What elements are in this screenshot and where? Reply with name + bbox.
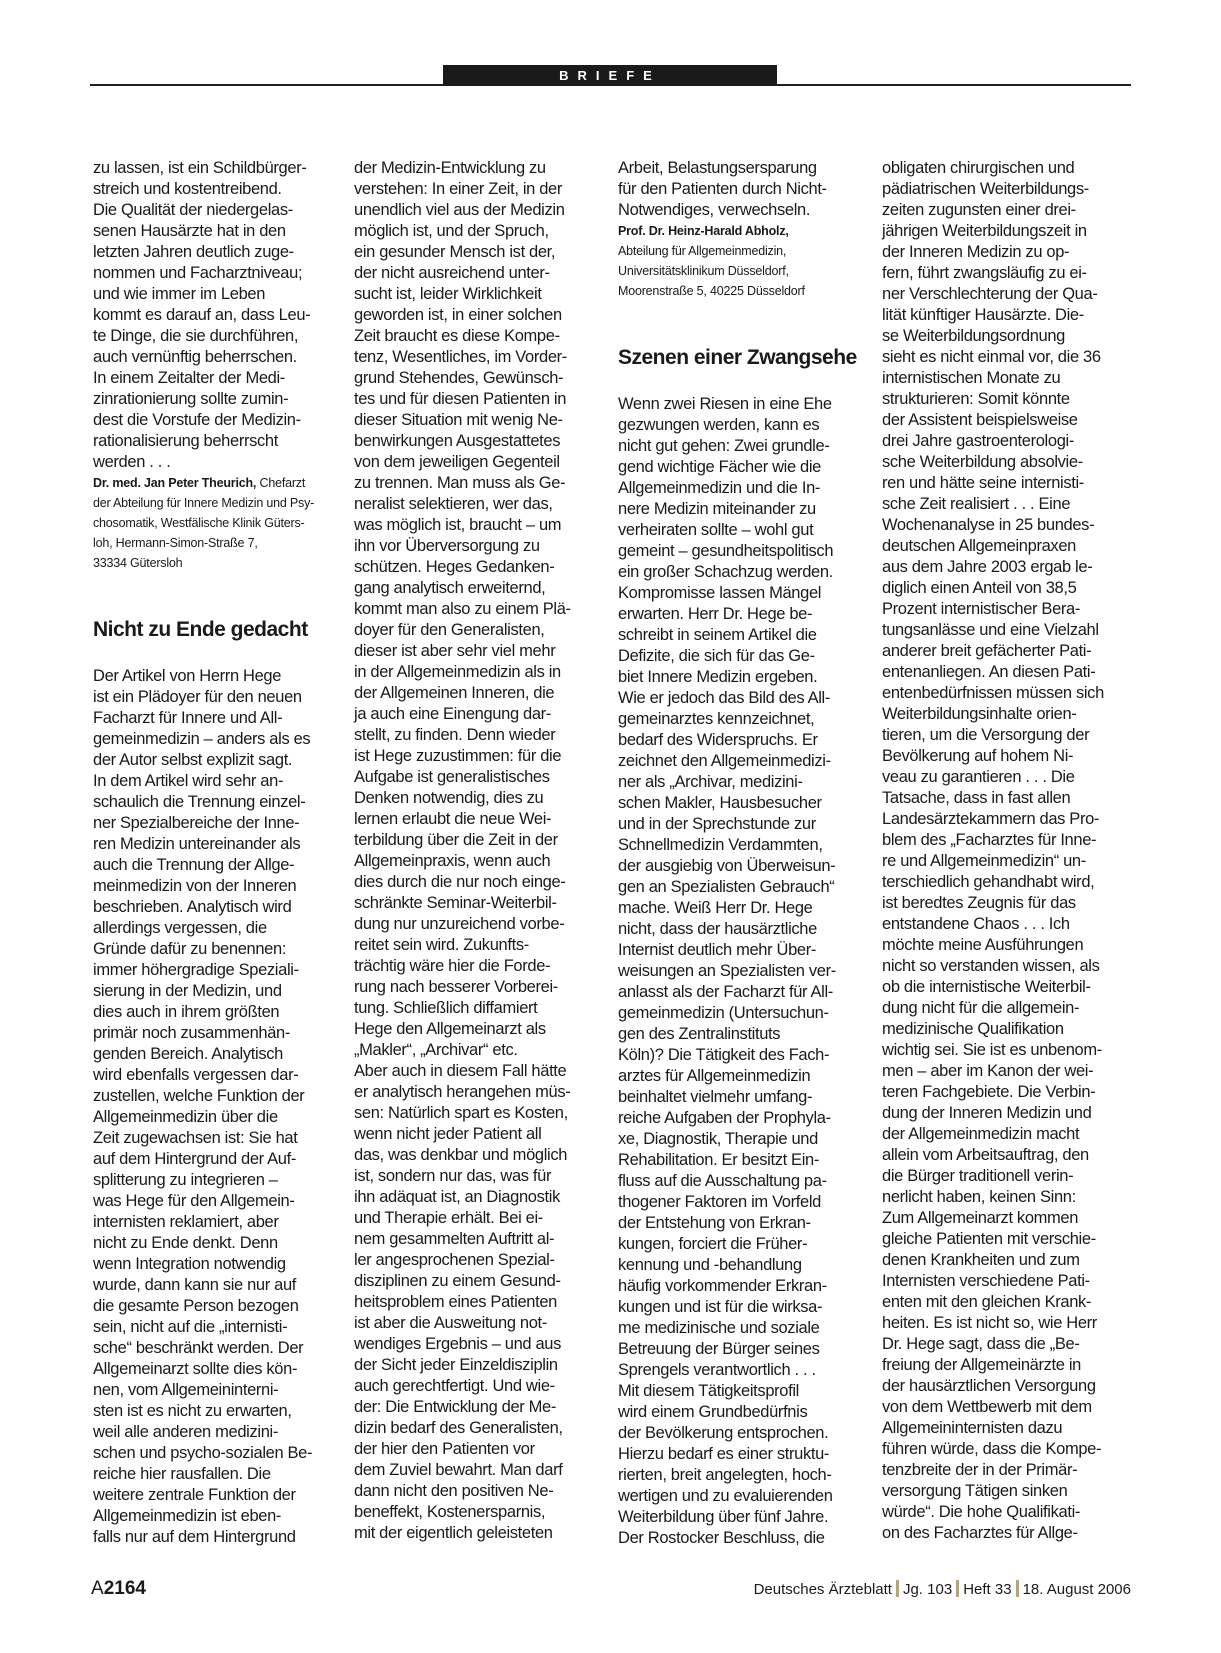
body-line: letzten Jahren deutlich zuge-	[93, 243, 294, 261]
body-line: thogener Faktoren im Vorfeld	[618, 1193, 821, 1211]
body-line: führen würde, dass die Kompe-	[882, 1440, 1102, 1458]
body-line: gemeint – gesundheitspolitisch	[618, 542, 834, 560]
body-line: Mit diesem Tätigkeitsprofil	[618, 1382, 799, 1400]
body-line: nicht zu Ende denkt. Denn	[93, 1234, 278, 1252]
column-3	[618, 158, 870, 1549]
body-line: Allgemeinmedizin und die In-	[618, 479, 821, 497]
column-2	[354, 158, 606, 1544]
body-line: gen an Spezialisten Gebrauch“	[618, 878, 835, 896]
body-line: nicht gut gehen: Zwei grundle-	[618, 437, 830, 455]
body-line: und Therapie erhält. Bei ei-	[354, 1209, 543, 1227]
body-line: beneffekt, Kostenersparnis,	[354, 1503, 546, 1521]
body-line: die gesamte Person bezogen	[93, 1297, 299, 1315]
spacer	[93, 645, 343, 666]
body-line: ler angesprochenen Spezial-	[354, 1251, 555, 1269]
body-line: sen: Natürlich spart es Kosten,	[354, 1104, 568, 1122]
body-line: nen, vom Allgemeininterni-	[93, 1381, 279, 1399]
body-line: wertigen und zu evaluierenden	[618, 1487, 833, 1505]
body-line: zustellen, welche Funktion der	[93, 1087, 305, 1105]
body-line: wenn nicht jeder Patient all	[354, 1125, 542, 1143]
body-line: drei Jahre gastroenterologi-	[882, 432, 1074, 450]
journal-date: 18. August 2006	[1022, 1581, 1131, 1598]
body-line: lernen erlaubt die neue Wei-	[354, 810, 552, 828]
body-line: disziplinen zu einem Gesund-	[354, 1272, 561, 1290]
body-line: dies auch in ihrem größten	[93, 1003, 280, 1021]
body-line: dem Zuviel bewahrt. Man darf	[354, 1461, 563, 1479]
signature-line: der Abteilung für Innere Medizin und Psy-	[93, 496, 315, 510]
body-line: ner Verschlechterung der Qua-	[882, 285, 1098, 303]
body-line: erwarten. Herr Dr. Hege be-	[618, 605, 813, 623]
body-line: schen Makler, Hausbesucher	[618, 794, 822, 812]
body-line: verstehen: In einer Zeit, in der	[354, 180, 562, 198]
body-line: anlasst als der Facharzt für All-	[618, 983, 833, 1001]
body-line: anderer breit gefächerter Pati-	[882, 642, 1092, 660]
body-line: Betreuung der Bürger seines	[618, 1340, 820, 1358]
signature-line: Prof. Dr. Heinz-Harald Abholz,	[618, 224, 789, 238]
body-line: Weiterbildung über fünf Jahre.	[618, 1508, 829, 1526]
body-line: gezwungen werden, kann es	[618, 416, 820, 434]
body-line: Prozent internistischer Bera-	[882, 600, 1081, 618]
body-line: sche“ beschränkt werden. Der	[93, 1339, 304, 1357]
body-line: genden Bereich. Analytisch	[93, 1045, 283, 1063]
spacer	[618, 301, 870, 322]
body-line: kommt es darauf an, dass Leu-	[93, 306, 311, 324]
body-line: heitsproblem eines Patienten	[354, 1293, 558, 1311]
body-line: xe, Diagnostik, Therapie und	[618, 1130, 818, 1148]
journal-name: Deutsches Ärzteblatt	[753, 1581, 892, 1598]
body-line: medizinische Qualifikation	[882, 1020, 1064, 1038]
body-line: sten ist es nicht zu erwarten,	[93, 1402, 292, 1420]
body-line: tenz, Wesentliches, im Vorder-	[354, 348, 567, 366]
body-line: veau zu garantieren . . . Die	[882, 768, 1075, 786]
body-line: und in der Sprechstunde zur	[618, 815, 816, 833]
body-line: in der Allgemeinmedizin als in	[354, 663, 561, 681]
body-line: kommt man also zu einem Plä-	[354, 600, 571, 618]
body-line: unendlich viel aus der Medizin	[354, 201, 565, 219]
body-line: Dr. Hege sagt, dass die „Be-	[882, 1335, 1080, 1353]
body-line: stellt, zu finden. Denn wieder	[354, 726, 556, 744]
body-line: men – aber im Kanon der wei-	[882, 1062, 1094, 1080]
body-line: sche Zeit realisiert . . . Eine	[882, 495, 1071, 513]
body-line: grund Stehendes, Gewünsch-	[354, 369, 564, 387]
body-line: senen Hausärzte hat in den	[93, 222, 286, 240]
body-line: dung nicht für die allgemein-	[882, 999, 1080, 1017]
signature-line: Abteilung für Allgemeinmedizin,	[618, 244, 787, 258]
body-line: entenanliegen. An diesen Pati-	[882, 663, 1096, 681]
body-line: der Autor selbst explizit sagt.	[93, 751, 293, 769]
body-line: In einem Zeitalter der Medi-	[93, 369, 285, 387]
body-line: gend wichtige Fächer wie die	[618, 458, 821, 476]
body-line: von dem Wettbewerb mit dem	[882, 1398, 1092, 1416]
body-line: Die Qualität der niedergelas-	[93, 201, 293, 219]
body-line: trächtig wäre hier die Forde-	[354, 957, 551, 975]
body-line: wird einem Grundbedürfnis	[618, 1403, 808, 1421]
body-line: der hausärztlichen Versorgung	[882, 1377, 1096, 1395]
spacer	[618, 322, 870, 343]
body-line: der Entstehung von Erkran-	[618, 1214, 811, 1232]
body-line: Internisten verschiedene Pati-	[882, 1272, 1090, 1290]
body-line: von dem jeweiligen Gegenteil	[354, 453, 560, 471]
body-line: was möglich ist, braucht – um	[354, 516, 562, 534]
body-line: dung der Inneren Medizin und	[882, 1104, 1092, 1122]
body-line: reiche hier rausfallen. Die	[93, 1465, 271, 1483]
body-line: der Allgemeinmedizin macht	[882, 1125, 1080, 1143]
body-line: ren und hätte seine internisti-	[882, 474, 1084, 492]
body-line: allerdings vergessen, die	[93, 919, 267, 937]
body-line: verheiraten sollte – wohl gut	[618, 521, 814, 539]
spacer	[618, 373, 870, 394]
body-line: aus dem Jahre 2003 ergab le-	[882, 558, 1093, 576]
body-line: dung nur unzureichend vorbe-	[354, 915, 565, 933]
body-line: tes und für diesen Patienten in	[354, 390, 567, 408]
body-line: Allgemeinmedizin ist eben-	[93, 1507, 282, 1525]
body-line: zeichnet den Allgemeinmedizi-	[618, 752, 831, 770]
body-line: nicht, dass der hausärztliche	[618, 920, 817, 938]
footer-divider	[956, 1580, 959, 1597]
spacer	[93, 594, 343, 615]
page-number-value: 2164	[103, 1578, 146, 1599]
footer-divider	[896, 1580, 899, 1597]
signature-line: Dr. med. Jan Peter Theurich, Chefarzt	[93, 476, 306, 490]
body-line: Gründe dafür zu benennen:	[93, 940, 287, 958]
letter-headline: Szenen einer Zwangsehe	[618, 346, 857, 369]
body-line: die Bürger traditionell verin-	[882, 1167, 1074, 1185]
body-line: weisungen an Spezialisten ver-	[618, 962, 836, 980]
body-line: schaulich die Trennung einzel-	[93, 793, 306, 811]
body-line: denen Krankheiten und zum	[882, 1251, 1080, 1269]
body-line: beinhaltet vielmehr umfang-	[618, 1088, 813, 1106]
body-line: primär noch zusammenhän-	[93, 1024, 291, 1042]
body-line: fern, führt zwangsläufig zu ei-	[882, 264, 1087, 282]
body-line: zu trennen. Man muss als Ge-	[354, 474, 566, 492]
body-line: Bevölkerung auf hohem Ni-	[882, 747, 1074, 765]
body-line: ist Hege zuzustimmen: für die	[354, 747, 562, 765]
body-line: ist, sondern nur das, was für	[354, 1167, 552, 1185]
body-line: wendiges Ergebnis – und aus	[354, 1335, 562, 1353]
body-line: und wie immer im Leben	[93, 285, 266, 303]
body-line: der Inneren Medizin zu op-	[882, 243, 1070, 261]
body-line: „Makler“, „Archivar“ etc.	[354, 1041, 518, 1059]
body-line: ja auch eine Einengung dar-	[354, 705, 551, 723]
body-line: ist ein Plädoyer für den neuen	[93, 688, 302, 706]
body-line: mit der eigentlich geleisteten	[354, 1524, 553, 1542]
body-line: ner als „Archivar, medizini-	[618, 773, 803, 791]
body-line: streich und kostentreibend.	[93, 180, 282, 198]
body-line: Allgemeinmedizin über die	[93, 1108, 278, 1126]
body-line: Hierzu bedarf es einer struktu-	[618, 1445, 830, 1463]
body-line: fluss auf die Ausschaltung pa-	[618, 1172, 827, 1190]
page-prefix: A	[91, 1578, 104, 1599]
body-line: Der Rostocker Beschluss, die	[618, 1529, 825, 1547]
body-line: Aufgabe ist generalistisches	[354, 768, 550, 786]
letter-headline: Nicht zu Ende gedacht	[93, 618, 308, 641]
body-line: Defizite, die sich für das Ge-	[618, 647, 815, 665]
body-line: geworden ist, in einer solchen	[354, 306, 562, 324]
body-line: tung. Schließlich diffamiert	[354, 999, 538, 1017]
body-line: weitere zentrale Funktion der	[93, 1486, 296, 1504]
body-line: Tatsache, dass in fast allen	[882, 789, 1071, 807]
body-line: der Bevölkerung entsprochen.	[618, 1424, 829, 1442]
body-line: blem des „Facharztes für Inne-	[882, 831, 1097, 849]
body-line: pädiatrischen Weiterbildungs-	[882, 180, 1089, 198]
body-line: reiche Aufgaben der Prophyla-	[618, 1109, 831, 1127]
body-line: der nicht ausreichend unter-	[354, 264, 550, 282]
body-line: biet Innere Medizin ergeben.	[618, 668, 818, 686]
body-line: re und Allgemeinmedizin“ un-	[882, 852, 1086, 870]
body-line: möglich ist, und der Spruch,	[354, 222, 549, 240]
column-1	[93, 158, 343, 1548]
body-line: gemeinarztes kennzeichnet,	[618, 710, 815, 728]
body-line: nem gesammelten Auftritt al-	[354, 1230, 555, 1248]
body-line: heiten. Es ist nicht so, wie Herr	[882, 1314, 1097, 1332]
body-line: der Assistent beispielsweise	[882, 411, 1078, 429]
body-line: häufig vorkommender Erkran-	[618, 1277, 827, 1295]
body-line: bedarf des Widerspruchs. Er	[618, 731, 818, 749]
body-line: wird ebenfalls vergessen dar-	[93, 1066, 299, 1084]
body-line: Köln)? Die Tätigkeit des Fach-	[618, 1046, 830, 1064]
body-line: tungsanlässe und eine Vielzahl	[882, 621, 1099, 639]
body-line: der hier den Patienten vor	[354, 1440, 535, 1458]
body-line: gemeinmedizin (Untersuchun-	[618, 1004, 829, 1022]
body-line: Sprengels verantwortlich . . .	[618, 1361, 816, 1379]
body-line: schreibt in seinem Artikel die	[618, 626, 817, 644]
body-line: kungen, forciert die Früher-	[618, 1235, 808, 1253]
body-line: nere Medizin miteinander zu	[618, 500, 816, 518]
body-line: tenzbreite der in der Primär-	[882, 1461, 1078, 1479]
body-line: Notwendiges, verwechseln.	[618, 201, 811, 219]
body-line: auch vernünftig beherrschen.	[93, 348, 297, 366]
body-line: dann nicht den positiven Ne-	[354, 1482, 554, 1500]
body-line: arztes für Allgemeinmedizin	[618, 1067, 811, 1085]
body-line: immer höhergradige Speziali-	[93, 961, 299, 979]
body-line: Zum Allgemeinarzt kommen	[882, 1209, 1079, 1227]
body-line: obligaten chirurgischen und	[882, 159, 1075, 177]
body-line: entstandene Chaos . . . Ich	[882, 915, 1070, 933]
body-line: Rehabilitation. Er besitzt Ein-	[618, 1151, 819, 1169]
body-line: freiung der Allgemeinärzte in	[882, 1356, 1081, 1374]
body-line: gleiche Patienten mit verschie-	[882, 1230, 1096, 1248]
page-number	[91, 1578, 146, 1600]
body-line: Denken notwendig, dies zu	[354, 789, 544, 807]
body-line: ist aber die Ausweitung not-	[354, 1314, 547, 1332]
body-line: dieser ist aber sehr viel mehr	[354, 642, 556, 660]
body-line: lität künftiger Hausärzte. Die-	[882, 306, 1084, 324]
body-line: internisten reklamiert, aber	[93, 1213, 279, 1231]
body-line: neralist selektieren, wer das,	[354, 495, 553, 513]
body-line: ren Medizin untereinander als	[93, 835, 301, 853]
journal-issue: Heft 33	[963, 1581, 1012, 1598]
body-line: kennung und -behandlung	[618, 1256, 802, 1274]
body-line: gemeinmedizin – anders als es	[93, 730, 311, 748]
body-line: auch die Trennung der Allge-	[93, 856, 295, 874]
body-line: sieht es nicht einmal vor, die 36	[882, 348, 1101, 366]
body-line: ihn vor Überversorgung zu	[354, 537, 540, 555]
body-line: Arbeit, Belastungsersparung	[618, 159, 817, 177]
body-line: sucht ist, leider Wirklichkeit	[354, 285, 542, 303]
body-line: beschrieben. Analytisch wird	[93, 898, 292, 916]
body-line: nommen und Facharztniveau;	[93, 264, 303, 282]
body-line: Landesärztekammern das Pro-	[882, 810, 1100, 828]
body-line: mache. Weiß Herr Dr. Hege	[618, 899, 813, 917]
body-line: der Medizin-Entwicklung zu	[354, 159, 546, 177]
section-label: BRIEFE	[443, 65, 777, 86]
body-line: weil alle anderen medizini-	[93, 1423, 278, 1441]
signature-line: Moorenstraße 5, 40225 Düsseldorf	[618, 284, 805, 298]
body-line: möchte meine Ausführungen	[882, 936, 1084, 954]
body-line: gen des Zentralinstituts	[618, 1025, 781, 1043]
body-line: dizin bedarf des Generalisten,	[354, 1419, 563, 1437]
body-line: meinmedizin von der Inneren	[93, 877, 297, 895]
body-line: Facharzt für Innere und All-	[93, 709, 283, 727]
body-line: zeiten zugunsten einer drei-	[882, 201, 1076, 219]
body-line: kungen und ist für die wirksa-	[618, 1298, 823, 1316]
body-line: dest die Vorstufe der Medizin-	[93, 411, 301, 429]
body-line: Wie er jedoch das Bild des All-	[618, 689, 831, 707]
body-line: dies durch die nur noch einge-	[354, 873, 566, 891]
body-line: auf dem Hintergrund der Auf-	[93, 1150, 296, 1168]
body-line: Allgemeinpraxis, wenn auch	[354, 852, 551, 870]
body-line: Allgemeininternisten dazu	[882, 1419, 1063, 1437]
body-line: tieren, um die Versorgung der	[882, 726, 1090, 744]
body-line: terbildung über die Zeit in der	[354, 831, 558, 849]
body-line: sein, nicht auf die „internisti-	[93, 1318, 288, 1336]
body-line: Aber auch in diesem Fall hätte	[354, 1062, 567, 1080]
body-line: für den Patienten durch Nicht-	[618, 180, 827, 198]
body-line: der: Die Entwicklung der Me-	[354, 1398, 557, 1416]
footer-divider	[1016, 1580, 1019, 1597]
body-line: te Dinge, die sie durchführen,	[93, 327, 299, 345]
body-line: er analytisch herangehen müs-	[354, 1083, 571, 1101]
body-line: strukturieren: Somit könnte	[882, 390, 1070, 408]
body-line: versorgung Tätigen sinken	[882, 1482, 1068, 1500]
body-line: allein vom Arbeitsauftrag, den	[882, 1146, 1089, 1164]
body-line: se Weiterbildungsordnung	[882, 327, 1066, 345]
body-line: Wochenanalyse in 25 bundes-	[882, 516, 1095, 534]
body-line: auch gerechtfertigt. Und wie-	[354, 1377, 555, 1395]
body-line: der Allgemeinen Inneren, die	[354, 684, 555, 702]
body-line: dieser Situation mit wenig Ne-	[354, 411, 563, 429]
body-line: nerlicht haben, keinen Sinn:	[882, 1188, 1076, 1206]
signature-line: 33334 Gütersloh	[93, 556, 183, 570]
body-line: deutschen Allgemeinpraxen	[882, 537, 1076, 555]
body-line: Zeit zugewachsen ist: Sie hat	[93, 1129, 298, 1147]
body-line: sierung in der Medizin, und	[93, 982, 282, 1000]
body-line: on des Facharztes für Allge-	[882, 1524, 1078, 1542]
body-line: Internist deutlich mehr Über-	[618, 941, 817, 959]
body-line: enten mit den gleichen Krank-	[882, 1293, 1092, 1311]
body-line: nicht so verstanden wissen, als	[882, 957, 1100, 975]
body-line: entenbedürfnissen müssen sich	[882, 684, 1104, 702]
body-line: das, was denkbar und möglich	[354, 1146, 568, 1164]
body-line: jährigen Weiterbildungszeit in	[882, 222, 1087, 240]
signature-line: Universitätsklinikum Düsseldorf,	[618, 264, 789, 278]
body-line: Zeit braucht es diese Kompe-	[354, 327, 560, 345]
body-line: rierten, breit angelegten, hoch-	[618, 1466, 832, 1484]
body-line: Kompromisse lassen Mängel	[618, 584, 822, 602]
column-4	[882, 158, 1134, 1544]
body-line: schen und psycho-sozialen Be-	[93, 1444, 313, 1462]
journal-footer	[754, 1580, 1131, 1598]
body-line: teren Fachgebiete. Die Verbin-	[882, 1083, 1096, 1101]
body-line: zinrationierung sollte zumin-	[93, 390, 289, 408]
body-line: wurde, dann kann sie nur auf	[93, 1276, 297, 1294]
body-line: doyer für den Generalisten,	[354, 621, 545, 639]
body-line: Hege den Allgemeinarzt als	[354, 1020, 546, 1038]
body-line: ihn adäquat ist, an Diagnostik	[354, 1188, 560, 1206]
body-line: rung nach besserer Vorberei-	[354, 978, 558, 996]
signature-line: loh, Hermann-Simon-Straße 7,	[93, 536, 258, 550]
body-line: internistischen Monate zu	[882, 369, 1061, 387]
body-line: falls nur auf dem Hintergrund	[93, 1528, 296, 1546]
spacer	[93, 573, 343, 594]
body-line: was Hege für den Allgemein-	[93, 1192, 295, 1210]
body-line: rationalisierung beherrscht	[93, 432, 278, 450]
body-line: ner Spezialbereiche der Inne-	[93, 814, 300, 832]
signature-line: chosomatik, Westfälische Klinik Güters-	[93, 516, 305, 530]
body-line: der Sicht jeder Einzeldisziplin	[354, 1356, 558, 1374]
body-line: In dem Artikel wird sehr an-	[93, 772, 284, 790]
body-line: schränkte Seminar-Weiterbil-	[354, 894, 557, 912]
body-line: werden . . .	[93, 453, 171, 471]
body-line: ein großer Schachzug werden.	[618, 563, 833, 581]
body-line: gang analytisch erweiternd,	[354, 579, 546, 597]
body-line: Der Artikel von Herrn Hege	[93, 667, 282, 685]
body-line: terschiedlich gehandhabt wird,	[882, 873, 1095, 891]
body-line: reitet sein wird. Zukunfts-	[354, 936, 529, 954]
body-line: schützen. Heges Gedanken-	[354, 558, 555, 576]
body-line: zu lassen, ist ein Schildbürger-	[93, 159, 307, 177]
body-line: ist beredtes Zeugnis für das	[882, 894, 1076, 912]
body-line: Allgemeinarzt sollte dies kön-	[93, 1360, 298, 1378]
body-line: würde“. Die hohe Qualifikati-	[882, 1503, 1081, 1521]
body-line: sche Weiterbildung absolvie-	[882, 453, 1083, 471]
body-line: diglich einen Anteil von 38,5	[882, 579, 1077, 597]
body-line: wenn Integration notwendig	[93, 1255, 286, 1273]
body-line: Weiterbildungsinhalte orien-	[882, 705, 1077, 723]
body-line: Schnellmedizin Verdammten,	[618, 836, 823, 854]
body-line: benwirkungen Ausgestattetes	[354, 432, 561, 450]
body-line: ob die internistische Weiterbil-	[882, 978, 1091, 996]
body-line: ein gesunder Mensch ist der,	[354, 243, 556, 261]
body-line: Wenn zwei Riesen in eine Ehe	[618, 395, 832, 413]
body-line: wichtig sei. Sie ist es unbenom-	[882, 1041, 1102, 1059]
body-line: der ausgiebig von Überweisun-	[618, 857, 836, 875]
body-line: splitterung zu integrieren –	[93, 1171, 278, 1189]
journal-volume: Jg. 103	[902, 1581, 953, 1598]
body-line: me medizinische und soziale	[618, 1319, 820, 1337]
